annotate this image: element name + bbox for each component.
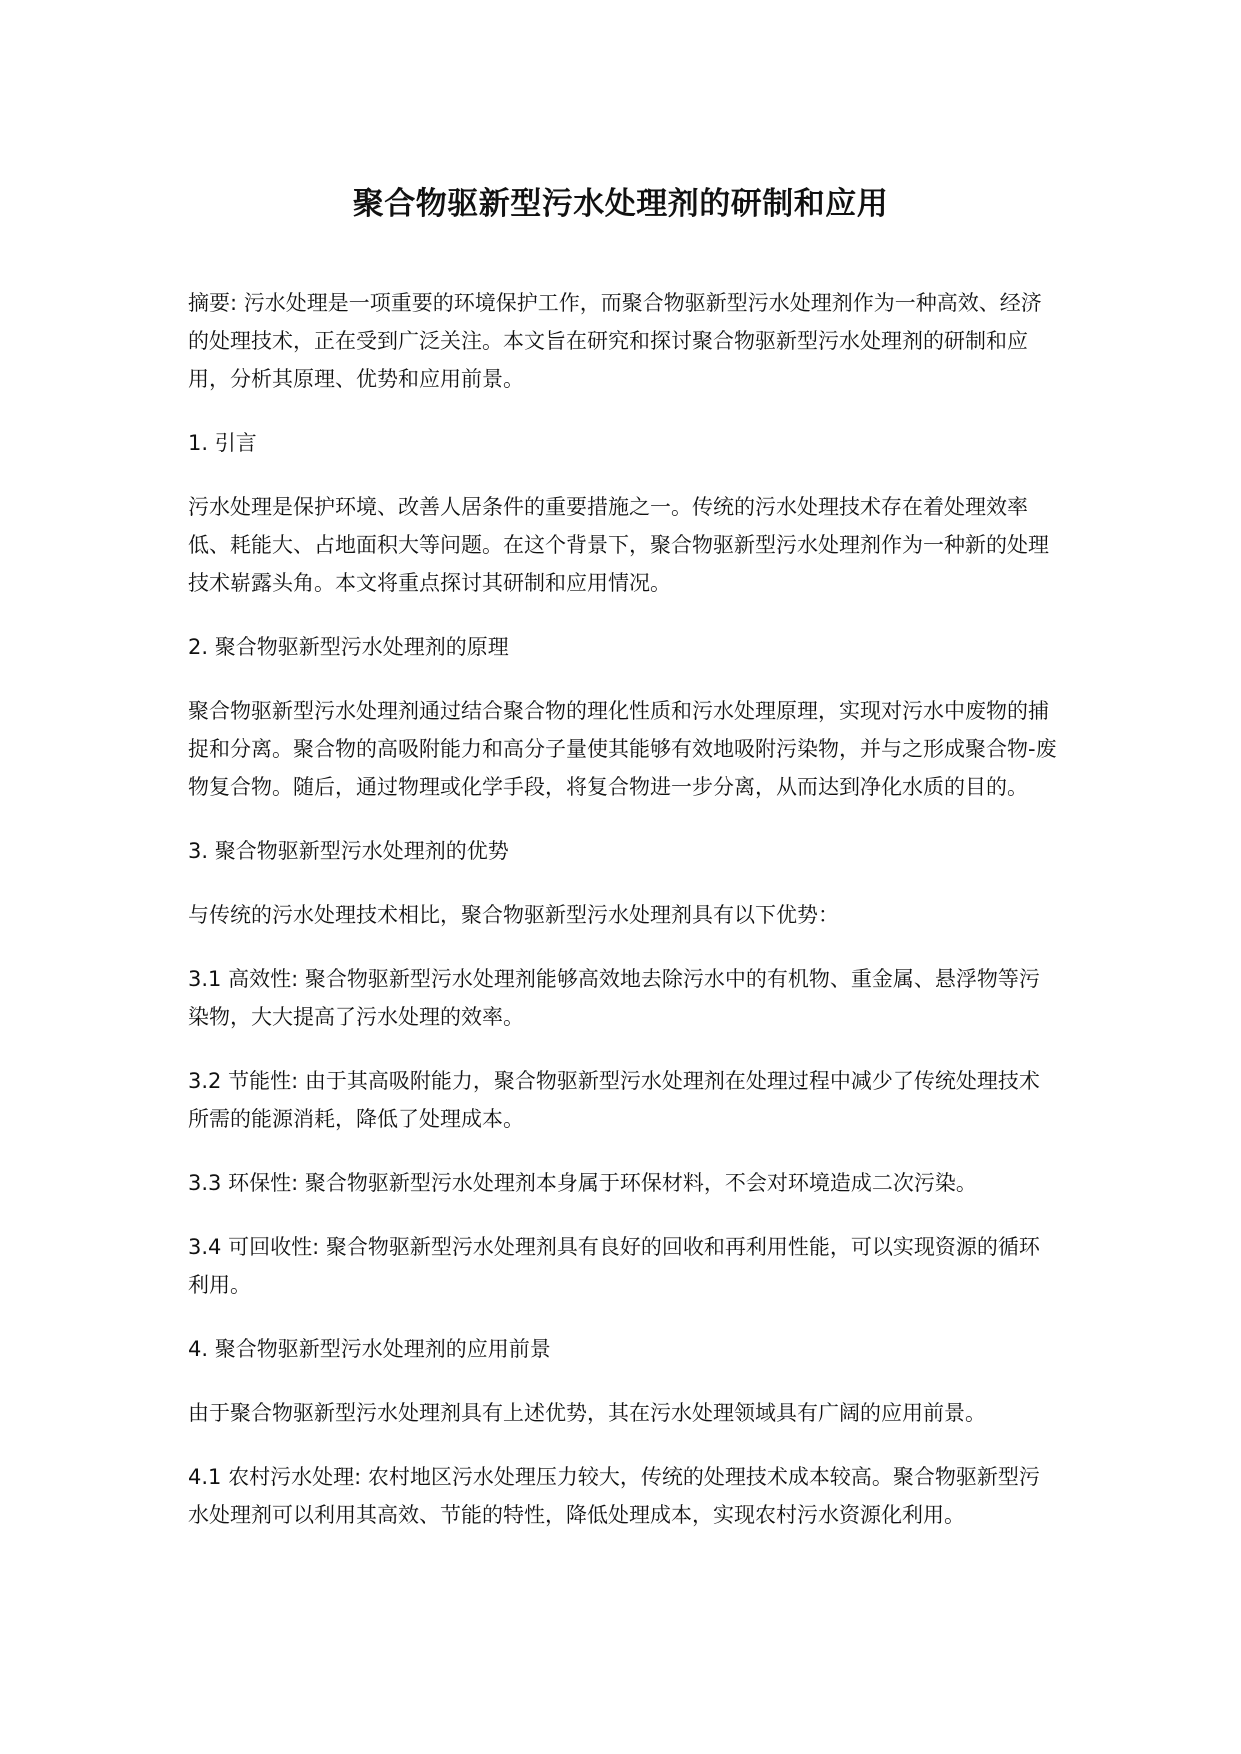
paragraph: 4.1 农村污水处理: 农村地区污水处理压力较大，传统的处理技术成本较高。聚合物驱新型污水处理剂可以利用其高效、节能的特性，降低处理成本，实现农村污水资源化利用。 — [188, 1465, 1040, 1527]
section-heading-principle: 2. 聚合物驱新型污水处理剂的原理 — [188, 635, 509, 659]
paragraph: 聚合物驱新型污水处理剂通过结合聚合物的理化性质和污水处理原理，实现对污水中废物的捕捉和分离。聚合物的高吸附能力和高分子量使其能够有效地吸附污染物，并与之形成聚合物-废物复合物。随后，通过物理或化学手段，将复合物进一步分离，从而达到净化水质的目的。 — [188, 699, 1057, 799]
paragraph: 与传统的污水处理技术相比，聚合物驱新型污水处理剂具有以下优势： — [188, 903, 839, 927]
paragraph: 由于聚合物驱新型污水处理剂具有上述优势，其在污水处理领域具有广阔的应用前景。 — [188, 1401, 986, 1425]
paragraph: 3.1 高效性: 聚合物驱新型污水处理剂能够高效地去除污水中的有机物、重金属、悬浮物等污染物，大大提高了污水处理的效率。 — [188, 967, 1040, 1029]
abstract-paragraph: 摘要: 污水处理是一项重要的环境保护工作，而聚合物驱新型污水处理剂作为一种高效、经济的处理技术，正在受到广泛关注。本文旨在研究和探讨聚合物驱新型污水处理剂的研制和应用，分析其原理、优势和应用前景。 — [188, 291, 1042, 391]
section-heading-introduction: 1. 引言 — [188, 431, 257, 455]
paragraph: 污水处理是保护环境、改善人居条件的重要措施之一。传统的污水处理技术存在着处理效率低、耗能大、占地面积大等问题。在这个背景下，聚合物驱新型污水处理剂作为一种新的处理技术崭露头角。本文将重点探讨其研制和应用情况。 — [188, 495, 1049, 595]
paragraph: 3.3 环保性: 聚合物驱新型污水处理剂本身属于环保材料，不会对环境造成二次污染。 — [188, 1171, 977, 1195]
section-heading-prospects: 4. 聚合物驱新型污水处理剂的应用前景 — [188, 1337, 551, 1361]
section-heading-advantages: 3. 聚合物驱新型污水处理剂的优势 — [188, 839, 509, 863]
document-body — [188, 284, 1058, 1560]
paragraph: 3.4 可回收性: 聚合物驱新型污水处理剂具有良好的回收和再利用性能，可以实现资源的循环利用。 — [188, 1235, 1040, 1297]
document-title: 聚合物驱新型污水处理剂的研制和应用 — [352, 186, 889, 222]
paragraph: 3.2 节能性: 由于其高吸附能力，聚合物驱新型污水处理剂在处理过程中减少了传统处理技术所需的能源消耗，降低了处理成本。 — [188, 1069, 1040, 1131]
